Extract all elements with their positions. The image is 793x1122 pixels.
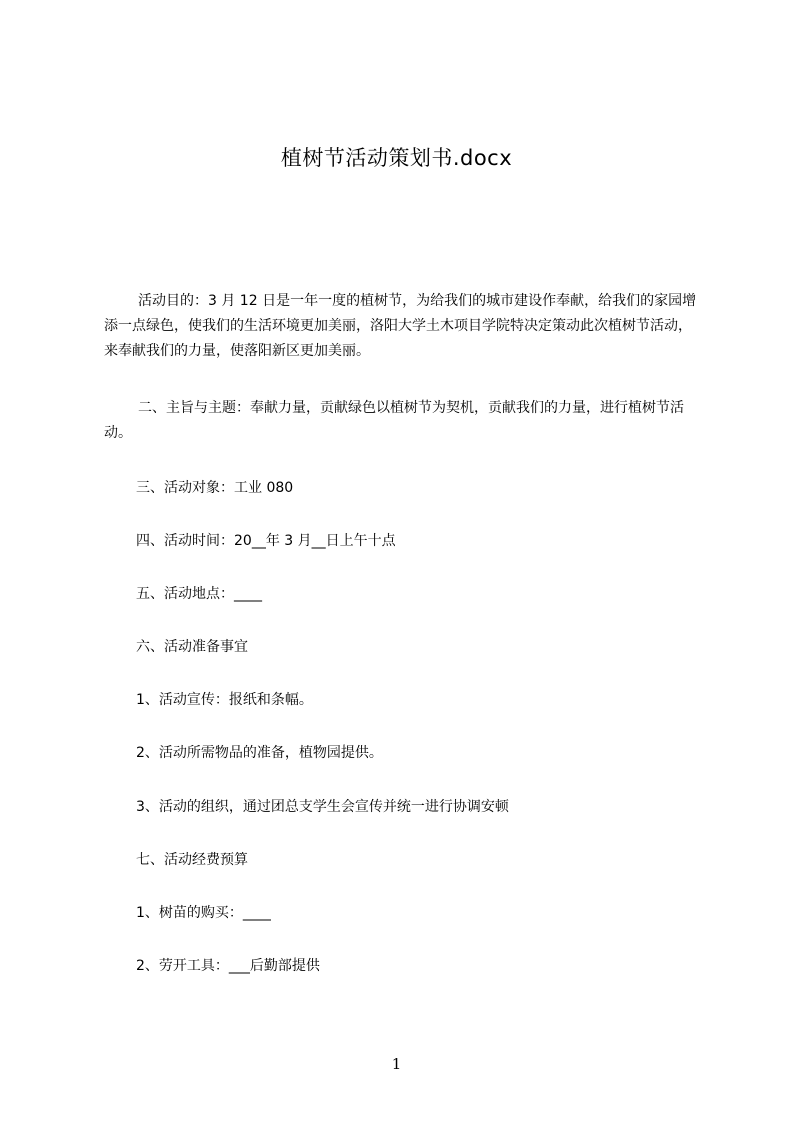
line-location: 五、活动地点：____ <box>136 586 262 602</box>
paragraph-purpose: 活动目的：3 月 12 日是一年一度的植树节，为给我们的城市建设作奉献，给我们的家园增添一点绿色，使我们的生活环境更加美丽，洛阳大学土木项目学院特决定策动此次植树节活动，来奉献我们的力量，使落阳新区更加美丽。 <box>104 293 697 359</box>
paragraph-theme: 二、主旨与主题：奉献力量，贡献绿色以植树节为契机，贡献我们的力量，进行植树节活动。 <box>104 400 684 441</box>
line-prep-item-2: 2、活动所需物品的准备，植物园提供。 <box>136 745 383 761</box>
document-title: 植树节活动策划书.docx <box>280 146 513 170</box>
line-time: 四、活动时间：20__年 3 月__日上午十点 <box>136 533 396 549</box>
page-number: 1 <box>391 1055 402 1073</box>
line-prep-item-1: 1、活动宣传：报纸和条幅。 <box>136 692 313 708</box>
line-budget-item-1: 1、树苗的购买：____ <box>136 905 271 921</box>
line-prep-item-3: 3、活动的组织，通过团总支学生会宣传并统一进行协调安顿 <box>136 799 509 815</box>
line-participants: 三、活动对象：工业 080 <box>136 480 294 496</box>
line-budget-heading: 七、活动经费预算 <box>136 852 248 868</box>
line-preparation-heading: 六、活动准备事宜 <box>136 639 248 655</box>
line-budget-item-2: 2、劳开工具：___后勤部提供 <box>136 958 320 974</box>
